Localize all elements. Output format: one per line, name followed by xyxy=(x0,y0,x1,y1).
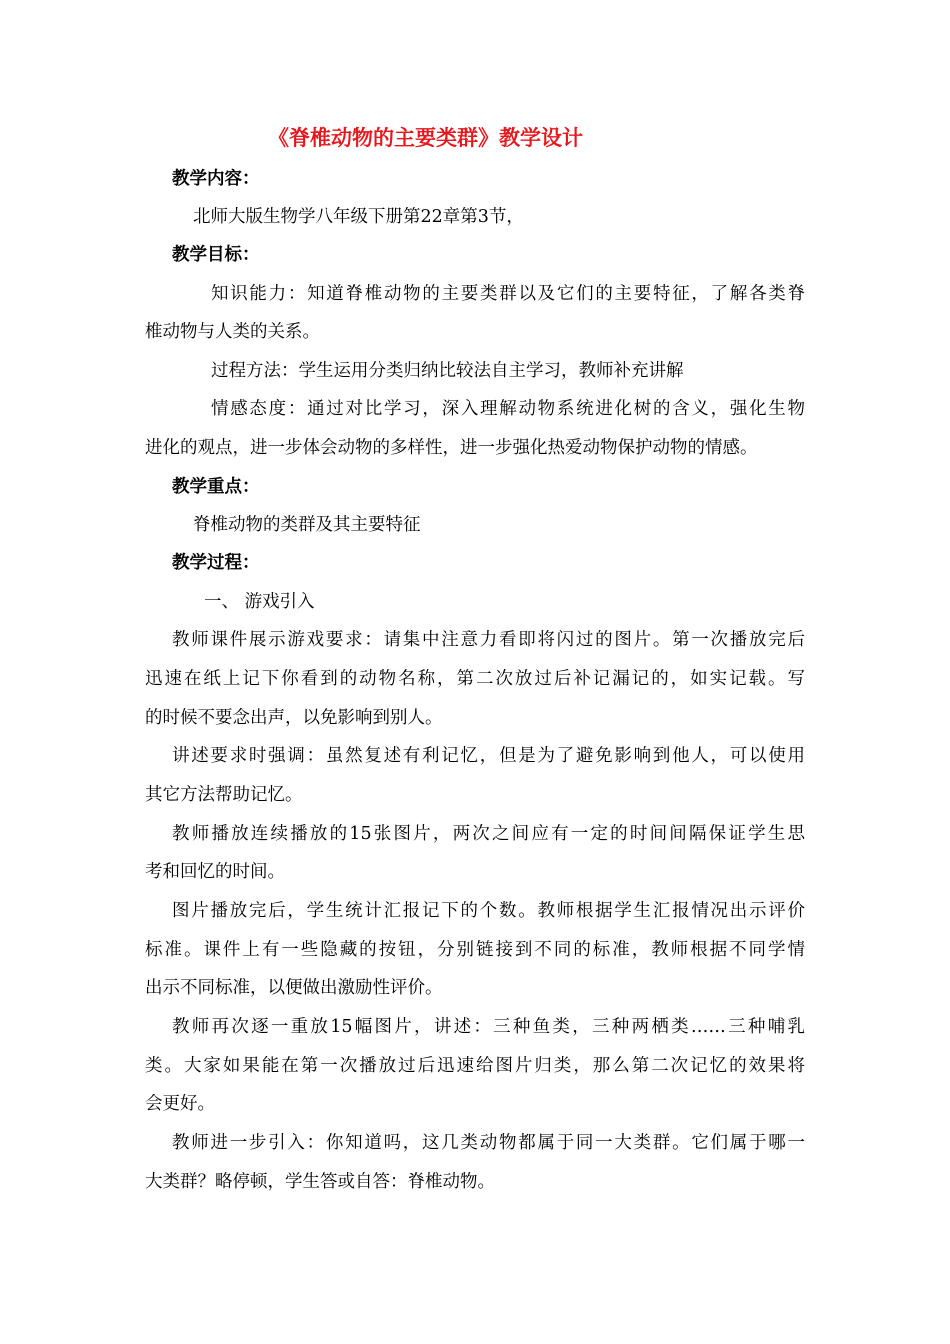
paragraph-line: 出示不同标准，以便做出激励性评价。 xyxy=(145,978,443,998)
section-heading-process: 教学过程： xyxy=(172,553,260,573)
section-heading-objectives: 教学目标： xyxy=(172,245,260,265)
paragraph-line: 迅速在纸上记下你看到的动物名称，第二次放过后补记漏记的，如实记载。写 xyxy=(145,669,805,689)
subsection-heading: 一、 游戏引入 xyxy=(204,592,315,612)
paragraph-line: 教师再次逐一重放15幅图片，讲述：三种鱼类，三种两栖类……三种哺乳 xyxy=(172,1017,805,1037)
paragraph-line: 标准。课件上有一些隐藏的按钮，分别链接到不同的标准，教师根据不同学情 xyxy=(145,940,805,960)
paragraph-line: 大类群？略停顿，学生答或自答：脊椎动物。 xyxy=(145,1172,495,1192)
paragraph-line: 情感态度：通过对比学习，深入理解动物系统进化树的含义，强化生物 xyxy=(211,399,805,419)
paragraph-line: 会更好。 xyxy=(145,1094,215,1114)
paragraph-line: 的时候不要念出声，以免影响到别人。 xyxy=(145,708,443,728)
paragraph-line: 脊椎动物的类群及其主要特征 xyxy=(193,515,421,535)
document-title: 《脊椎动物的主要类群》教学设计 xyxy=(268,125,583,150)
paragraph-line: 考和回忆的时间。 xyxy=(145,862,285,882)
section-heading-key-points: 教学重点： xyxy=(172,477,260,497)
paragraph-line: 教师进一步引入：你知道吗，这几类动物都属于同一大类群。它们属于哪一 xyxy=(172,1133,805,1153)
paragraph-line: 椎动物与人类的关系。 xyxy=(145,322,320,342)
section-heading-content: 教学内容： xyxy=(172,169,260,189)
paragraph-line: 教师播放连续播放的15张图片，两次之间应有一定的时间间隔保证学生思 xyxy=(172,824,805,844)
paragraph-line: 其它方法帮助记忆。 xyxy=(145,785,303,805)
paragraph-line: 图片播放完后，学生统计汇报记下的个数。教师根据学生汇报情况出示评价 xyxy=(172,901,805,921)
paragraph-line: 教师课件展示游戏要求：请集中注意力看即将闪过的图片。第一次播放完后 xyxy=(172,630,805,650)
paragraph-line: 北师大版生物学八年级下册第22章第3节， xyxy=(193,207,524,227)
paragraph-line: 知识能力：知道脊椎动物的主要类群以及它们的主要特征，了解各类脊 xyxy=(211,284,805,304)
paragraph-line: 进化的观点，进一步体会动物的多样性，进一步强化热爱动物保护动物的情感。 xyxy=(145,438,758,458)
paragraph-line: 讲述要求时强调：虽然复述有利记忆，但是为了避免影响到他人，可以使用 xyxy=(172,746,805,766)
paragraph-line: 过程方法：学生运用分类归纳比较法自主学习，教师补充讲解 xyxy=(211,361,684,381)
paragraph-line: 类。大家如果能在第一次播放过后迅速给图片归类，那么第二次记忆的效果将 xyxy=(145,1056,805,1076)
